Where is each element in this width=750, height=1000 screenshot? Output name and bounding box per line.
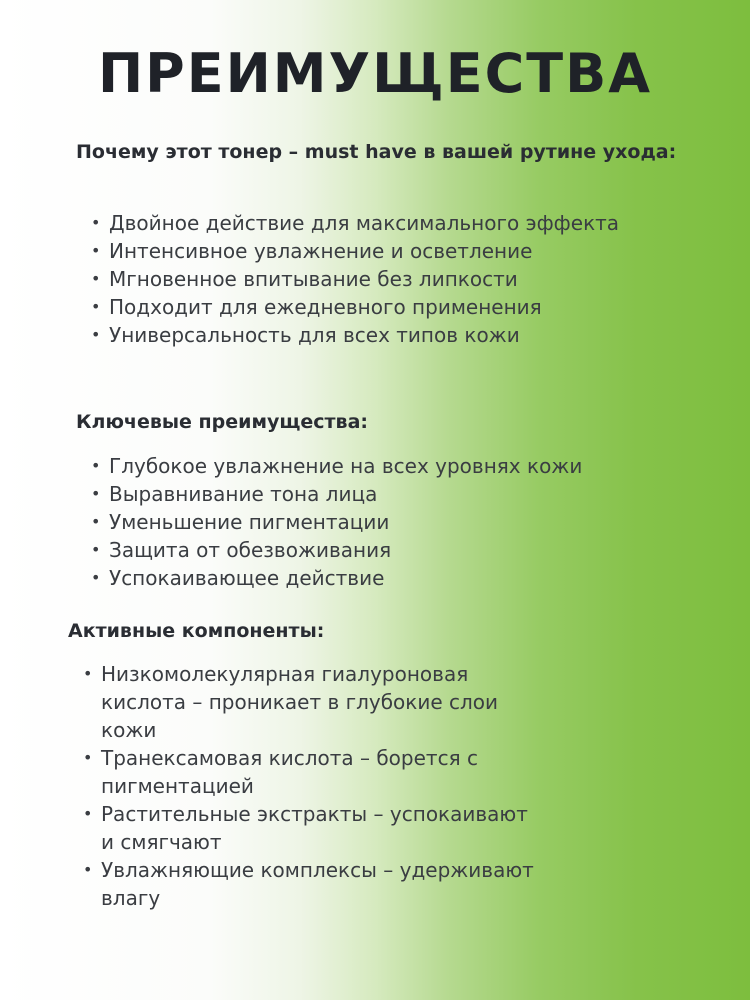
list-item: • Низкомолекулярная гиалуроновая кислота – проникает в глубокие слои кожи (83, 662, 499, 742)
bullet-list-active-components (83, 660, 541, 912)
list-item: • Глубокое увлажнение на всех уровнях кожи (91, 454, 583, 478)
list-item: • Увлажняющие комплексы – удерживают влагу (83, 858, 534, 910)
list-item: • Растительные экстракты – успокаивают и смягчают (83, 802, 528, 854)
bullet-icon: • (91, 540, 101, 559)
bullet-icon: • (83, 804, 93, 823)
bullet-icon: • (91, 568, 101, 587)
bullet-icon: • (91, 484, 101, 503)
bullet-icon: • (91, 297, 101, 316)
list-item: • Универсальность для всех типов кожи (91, 323, 520, 347)
list-item: • Двойное действие для максимального эффекта (91, 211, 620, 235)
bullet-icon: • (91, 325, 101, 344)
bullet-icon: • (91, 512, 101, 531)
page-title: ПРЕИМУЩЕСТВА (97, 42, 653, 105)
list-item: • Подходит для ежедневного применения (91, 295, 542, 319)
bullet-icon: • (83, 860, 93, 879)
bullet-icon: • (91, 241, 101, 260)
bullet-list-key-benefits (91, 452, 669, 592)
list-item: • Транексамовая кислота – борется с пигментацией (83, 746, 478, 798)
bullet-icon: • (91, 213, 101, 232)
bullet-list-why (91, 209, 629, 349)
section-heading-active-components: Активные компоненты: (68, 620, 325, 642)
list-item: • Выравнивание тона лица (91, 482, 378, 506)
list-item: • Уменьшение пигментации (91, 510, 390, 534)
list-item: • Мгновенное впитывание без липкости (91, 267, 518, 291)
bullet-icon: • (83, 748, 93, 767)
section-heading-why: Почему этот тонер – must have в вашей рутине ухода: (76, 141, 677, 163)
list-item: • Защита от обезвоживания (91, 538, 392, 562)
list-item: • Интенсивное увлажнение и осветление (91, 239, 533, 263)
bullet-icon: • (83, 664, 93, 683)
section-heading-key-benefits: Ключевые преимущества: (76, 411, 369, 433)
bullet-icon: • (91, 456, 101, 475)
list-item: • Успокаивающее действие (91, 566, 385, 590)
bullet-icon: • (91, 269, 101, 288)
